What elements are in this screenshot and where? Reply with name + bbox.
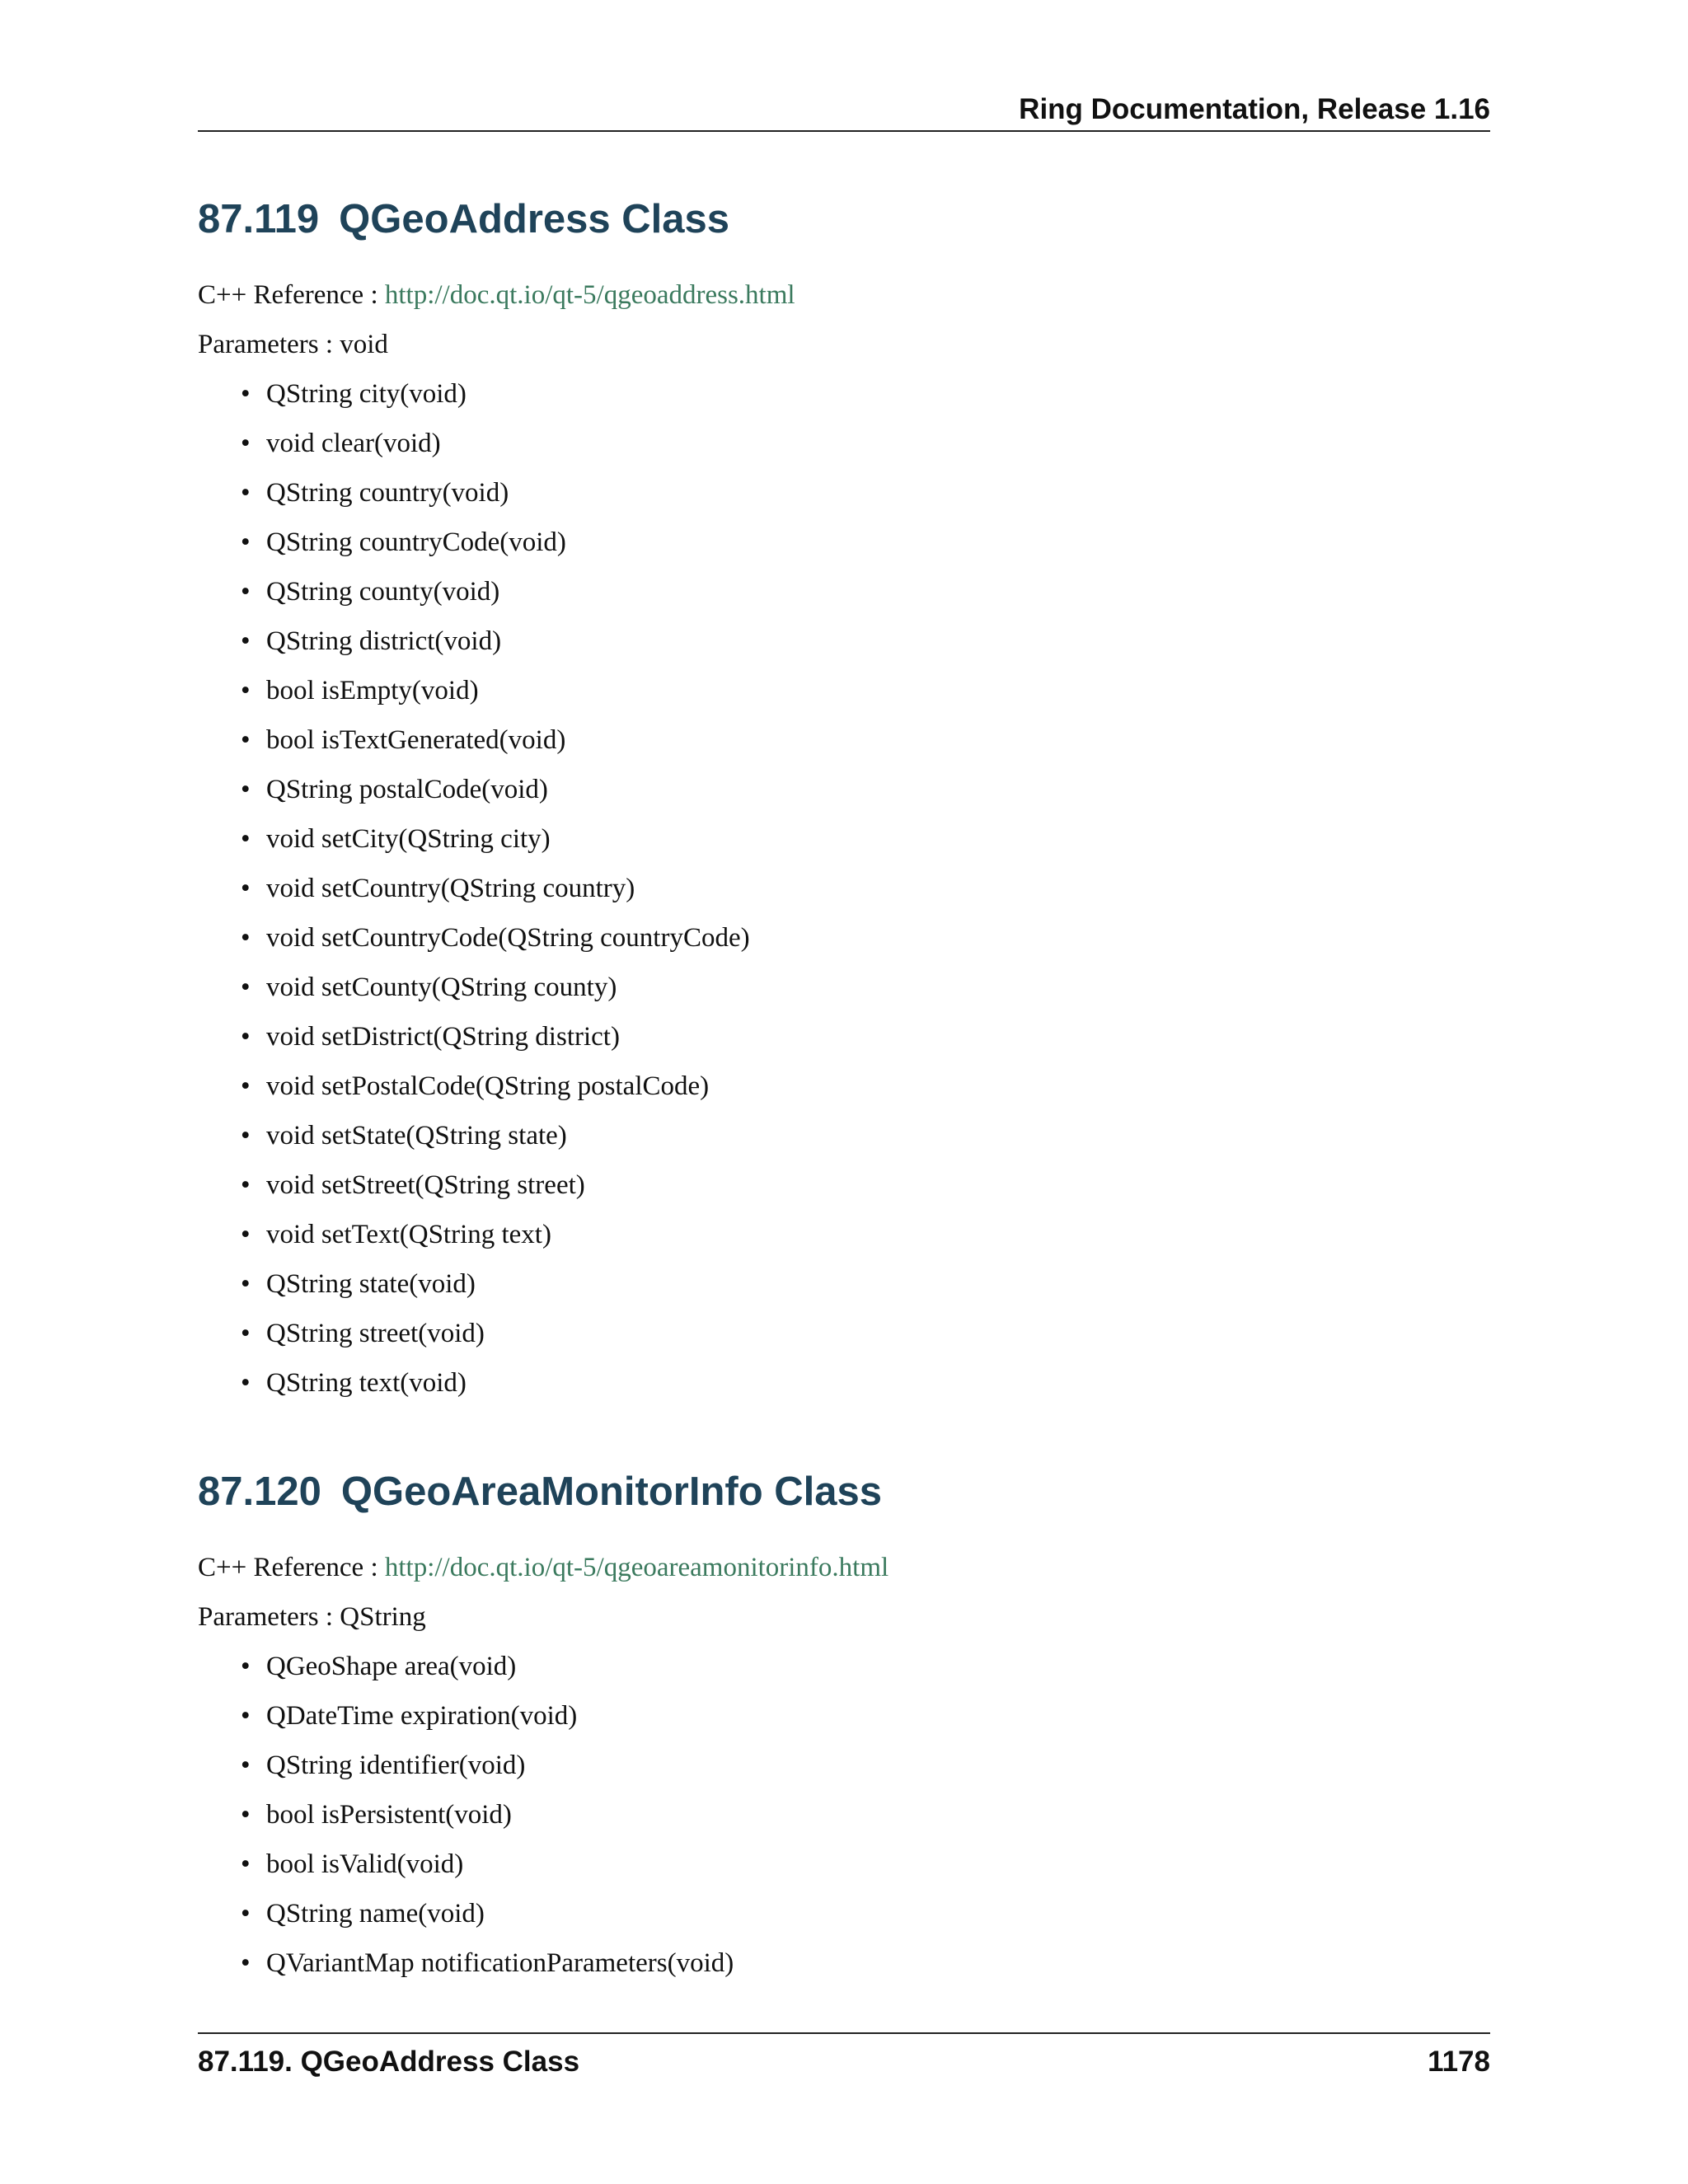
method-list <box>198 1642 1490 1988</box>
bullet-icon: • <box>241 1652 251 1681</box>
method-signature: QString county(void) <box>266 577 500 607</box>
page-number: 1178 <box>1428 2046 1490 2078</box>
bullet-icon: • <box>241 1121 251 1151</box>
section-heading <box>198 186 1490 252</box>
method-signature: QString identifier(void) <box>266 1750 526 1780</box>
method-signature: QString street(void) <box>266 1319 485 1348</box>
document-page <box>198 0 1490 2184</box>
bullet-icon: • <box>241 725 251 755</box>
method-item <box>241 1062 1490 1111</box>
method-signature: void setState(QString state) <box>266 1121 567 1151</box>
method-item <box>241 1259 1490 1309</box>
bullet-icon: • <box>241 478 251 508</box>
cpp-reference-line <box>198 270 1490 320</box>
bullet-icon: • <box>241 824 251 854</box>
method-signature: QVariantMap notificationParameters(void) <box>266 1948 734 1978</box>
section-number: 87.119 <box>198 197 320 241</box>
method-item <box>241 963 1490 1012</box>
bullet-icon: • <box>241 874 251 903</box>
method-item <box>241 1741 1490 1790</box>
method-item <box>241 666 1490 715</box>
bullet-icon: • <box>241 626 251 656</box>
bullet-icon: • <box>241 1319 251 1348</box>
bullet-icon: • <box>241 1022 251 1052</box>
method-signature: QGeoShape area(void) <box>266 1652 517 1681</box>
bullet-icon: • <box>241 1899 251 1929</box>
bullet-icon: • <box>241 676 251 705</box>
bullet-icon: • <box>241 527 251 557</box>
running-footer <box>198 2032 1490 2085</box>
reference-link[interactable]: http://doc.qt.io/qt-5/qgeoaddress.html <box>384 280 795 310</box>
method-signature: void setCounty(QString county) <box>266 972 617 1002</box>
method-signature: bool isPersistent(void) <box>266 1800 512 1830</box>
method-item <box>241 1642 1490 1691</box>
section-title-text: QGeoAddress Class <box>339 197 730 241</box>
method-signature: void clear(void) <box>266 429 441 458</box>
method-signature: QString postalCode(void) <box>266 775 548 804</box>
bullet-icon: • <box>241 1849 251 1879</box>
method-signature: QString state(void) <box>266 1269 476 1299</box>
method-signature: QString countryCode(void) <box>266 527 566 557</box>
method-item <box>241 1889 1490 1938</box>
section-qgeoaddress <box>198 186 1490 1408</box>
method-item <box>241 765 1490 814</box>
method-signature: void setStreet(QString street) <box>266 1170 585 1200</box>
method-item <box>241 369 1490 419</box>
method-signature: void setDistrict(QString district) <box>266 1022 620 1052</box>
reference-label: C++ Reference : <box>198 280 385 310</box>
method-item <box>241 518 1490 567</box>
bullet-icon: • <box>241 1800 251 1830</box>
method-item <box>241 1111 1490 1160</box>
method-signature: bool isEmpty(void) <box>266 676 479 705</box>
bullet-icon: • <box>241 1071 251 1101</box>
section-heading <box>198 1459 1490 1525</box>
reference-label: C++ Reference : <box>198 1553 385 1582</box>
bullet-icon: • <box>241 1368 251 1398</box>
bullet-icon: • <box>241 1170 251 1200</box>
bullet-icon: • <box>241 429 251 458</box>
method-signature: void setPostalCode(QString postalCode) <box>266 1071 710 1101</box>
reference-link[interactable]: http://doc.qt.io/qt-5/qgeoareamonitorinfo.html <box>384 1553 889 1582</box>
method-item <box>241 1790 1490 1840</box>
running-header: Ring Documentation, Release 1.16 <box>198 89 1490 132</box>
bullet-icon: • <box>241 972 251 1002</box>
method-signature: void setCity(QString city) <box>266 824 551 854</box>
parameters-line: Parameters : void <box>198 330 388 359</box>
method-signature: void setCountryCode(QString countryCode) <box>266 923 750 953</box>
method-list <box>198 369 1490 1408</box>
method-item <box>241 1938 1490 1988</box>
method-item <box>241 1012 1490 1062</box>
method-signature: QString name(void) <box>266 1899 485 1929</box>
footer-section-title: 87.119. QGeoAddress Class <box>198 2046 580 2078</box>
method-signature: void setCountry(QString country) <box>266 874 635 903</box>
method-item <box>241 814 1490 864</box>
method-item <box>241 468 1490 518</box>
bullet-icon: • <box>241 1220 251 1249</box>
method-signature: QString text(void) <box>266 1368 467 1398</box>
method-item <box>241 1210 1490 1259</box>
method-item <box>241 1691 1490 1741</box>
section-title-text: QGeoAreaMonitorInfo Class <box>340 1469 883 1514</box>
method-signature: bool isValid(void) <box>266 1849 464 1879</box>
method-item <box>241 913 1490 963</box>
bullet-icon: • <box>241 577 251 607</box>
section-number: 87.120 <box>198 1469 321 1514</box>
method-item <box>241 1160 1490 1210</box>
method-signature: QDateTime expiration(void) <box>266 1701 578 1731</box>
method-signature: QString city(void) <box>266 379 467 409</box>
bullet-icon: • <box>241 1701 251 1731</box>
method-item <box>241 1840 1490 1889</box>
parameters-line: Parameters : QString <box>198 1602 426 1632</box>
method-signature: void setText(QString text) <box>266 1220 551 1249</box>
bullet-icon: • <box>241 775 251 804</box>
method-item <box>241 715 1490 765</box>
cpp-reference-line <box>198 1543 1490 1592</box>
method-item <box>241 1358 1490 1408</box>
method-signature: QString district(void) <box>266 626 502 656</box>
method-signature: bool isTextGenerated(void) <box>266 725 566 755</box>
bullet-icon: • <box>241 379 251 409</box>
method-item <box>241 419 1490 468</box>
bullet-icon: • <box>241 923 251 953</box>
bullet-icon: • <box>241 1948 251 1978</box>
method-item <box>241 567 1490 616</box>
section-qgeoareamonitorinfo <box>198 1459 1490 1988</box>
method-item <box>241 1309 1490 1358</box>
method-signature: QString country(void) <box>266 478 509 508</box>
method-item <box>241 616 1490 666</box>
bullet-icon: • <box>241 1750 251 1780</box>
method-item <box>241 864 1490 913</box>
bullet-icon: • <box>241 1269 251 1299</box>
